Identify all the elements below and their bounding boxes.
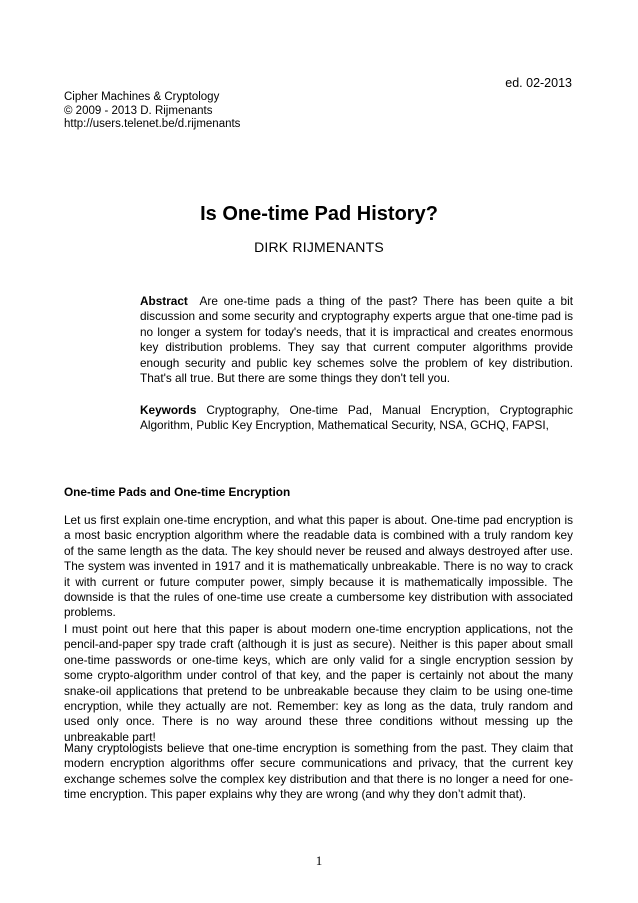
header-copyright: © 2009 - 2013 D. Rijmenants xyxy=(64,104,213,117)
abstract-text: Are one-time pads a thing of the past? There has been quite a bit discussion and some security and cryptography experts argue that one-time pad is no longer a system for today's needs, that it is impractical and creates enormous key distribution problems. They say that current computer algorithms provide enough security and public key schemes solve the problem of key distribution. That's all true. But there are some things they don't tell you. xyxy=(140,294,573,386)
keywords-label: Keywords xyxy=(140,403,197,417)
page-number: 1 xyxy=(315,853,323,868)
document-title: Is One-time Pad History? xyxy=(200,203,438,225)
header-publication: Cipher Machines & Cryptology xyxy=(64,91,220,103)
body-paragraph: Let us first explain one-time encryption, and what this paper is about. One-time pad encryption is a most basic encryption algorithm where the readable data is combined with a truly random key of the same length as the data. The key should never be reused and always destroyed after use. The system was invented in 1917 and it is mathematically unbreakable. There is no way to crack it with current or future computer power, simply because it is mathematically impossible. The downside is that the rules of one-time use create a cumbersome key distribution with associated problems. xyxy=(64,513,573,620)
keywords-block xyxy=(140,403,573,434)
keywords-text: Cryptography, One-time Pad, Manual Encryption, Cryptographic Algorithm, Public Key Encryption, Mathematical Security, NSA, GCHQ, FAPSI, xyxy=(140,403,574,433)
section-heading: One-time Pads and One-time Encryption xyxy=(64,485,291,499)
body-paragraph: Many cryptologists believe that one-time encryption is something from the past. They claim that modern encryption algorithms offer secure communications and privacy, that the current key exchange schemes solve the complex key distribution and that there is no longer a need for one-time encryption. This paper explains why they are wrong (and why they don’t admit that). xyxy=(64,741,573,802)
abstract-block xyxy=(140,294,573,386)
header-url: http://users.telenet.be/d.rijmenants xyxy=(64,118,241,131)
document-header xyxy=(64,91,240,132)
body-paragraph: I must point out here that this paper is about modern one-time encryption applications, not the pencil-and-paper spy trade craft (although it is just as secure). Neither is this paper about small one-time passwords or one-time keys, which are only valid for a single encryption session by some crypto-algorithm under control of that key, and the paper is certainly not about the many snake-oil applications that pretend to be unbreakable because they claim to be using one-time encryption, while they actually are not. Remember: key as long as the data, truly random and used only once. There is no way around these three conditions without messing up the unbreakable part! xyxy=(64,622,573,744)
edition-label: ed. 02-2013 xyxy=(505,76,572,90)
document-author: DIRK RIJMENANTS xyxy=(254,239,384,255)
abstract-label: Abstract xyxy=(140,294,188,308)
